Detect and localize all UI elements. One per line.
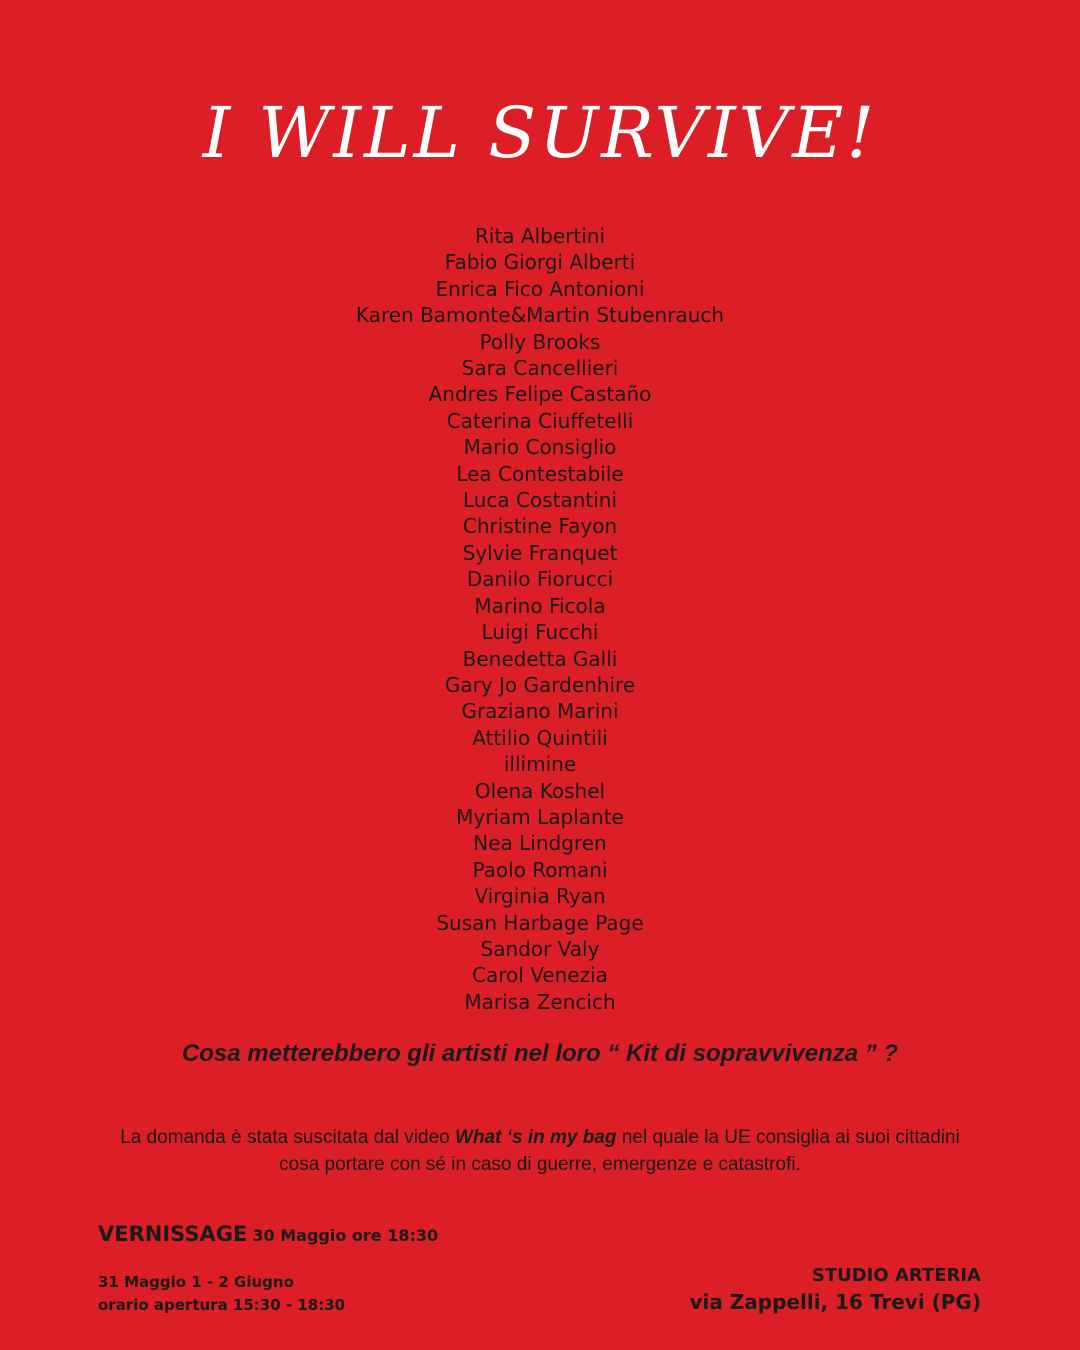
artist-name: Fabio Giorgi Alberti xyxy=(444,250,636,275)
venue-address: via Zappelli, 16 Trevi (PG) xyxy=(689,1290,981,1314)
venue-name: STUDIO ARTERIA xyxy=(811,1265,981,1286)
artist-name: Rita Albertini xyxy=(475,224,605,248)
artist-name: Graziano Marini xyxy=(461,699,619,724)
artist-list xyxy=(0,223,1080,1015)
artist-name: Karen Bamonte&Martin Stubenrauch xyxy=(355,303,725,328)
artist-name: Enrica Fico Antonioni xyxy=(435,276,645,301)
artist-name: Nea Lindgren xyxy=(473,831,607,856)
artist-name: Mario Consiglio xyxy=(463,435,617,460)
poster-title: I WILL SURVIVE! xyxy=(202,92,878,174)
artist-name: Susan Harbage Page xyxy=(436,910,644,935)
artist-name: Lea Contestabile xyxy=(456,461,624,486)
artist-name: Attilio Quintili xyxy=(472,725,608,750)
artist-name: Andres Felipe Castaño xyxy=(428,382,652,407)
artist-name: Virginia Ryan xyxy=(474,884,606,909)
artist-name: Paolo Romani xyxy=(472,857,608,882)
exhibition-question: Cosa metterebbero gli artisti nel loro “ Kit di sopravvivenza ” ? xyxy=(181,1040,899,1067)
artist-name: Myriam Laplante xyxy=(456,804,624,829)
description-text-start: La domanda è stata suscitata dal video xyxy=(120,1127,456,1148)
artist-name: Carol Venezia xyxy=(472,963,608,988)
artist-name: illimine xyxy=(503,752,577,777)
vernissage-date: 30 Maggio ore 18:30 xyxy=(252,1226,439,1245)
description-line-2: cosa portare con sé in caso di guerre, emergenze e catastrofi. xyxy=(279,1154,801,1175)
vernissage-label: VERNISSAGE xyxy=(98,1222,248,1246)
artist-name: Luca Costantini xyxy=(462,488,618,513)
dates-line-1: 31 Maggio 1 - 2 Giugno xyxy=(98,1273,294,1291)
exhibition-dates xyxy=(98,1271,345,1317)
artist-name: Sandor Valy xyxy=(480,936,600,961)
exhibition-description xyxy=(90,1124,990,1178)
artist-name: Danilo Fiorucci xyxy=(466,567,614,592)
video-title: What ‘s in my bag xyxy=(455,1127,617,1148)
artist-name: Benedetta Galli xyxy=(462,646,618,671)
artist-name: Luigi Fucchi xyxy=(481,620,599,645)
opening-hours: orario apertura 15:30 - 18:30 xyxy=(98,1296,346,1314)
vernissage-info xyxy=(98,1222,438,1246)
artist-name: Olena Koshel xyxy=(474,778,606,803)
artist-name: Christine Fayon xyxy=(462,514,618,539)
artist-name: Polly Brooks xyxy=(479,329,601,354)
artist-name: Sara Cancellieri xyxy=(461,356,619,381)
artist-name: Marino Ficola xyxy=(474,593,606,618)
artist-name: Caterina Ciuffetelli xyxy=(446,408,634,433)
artist-name: Gary Jo Gardenhire xyxy=(444,672,636,697)
venue-info xyxy=(689,1264,981,1316)
artist-name: Marisa Zencich xyxy=(464,989,616,1014)
artist-name: Sylvie Franquet xyxy=(462,540,618,565)
description-text-end: nel quale la UE consiglia ai suoi cittadini xyxy=(616,1127,960,1148)
